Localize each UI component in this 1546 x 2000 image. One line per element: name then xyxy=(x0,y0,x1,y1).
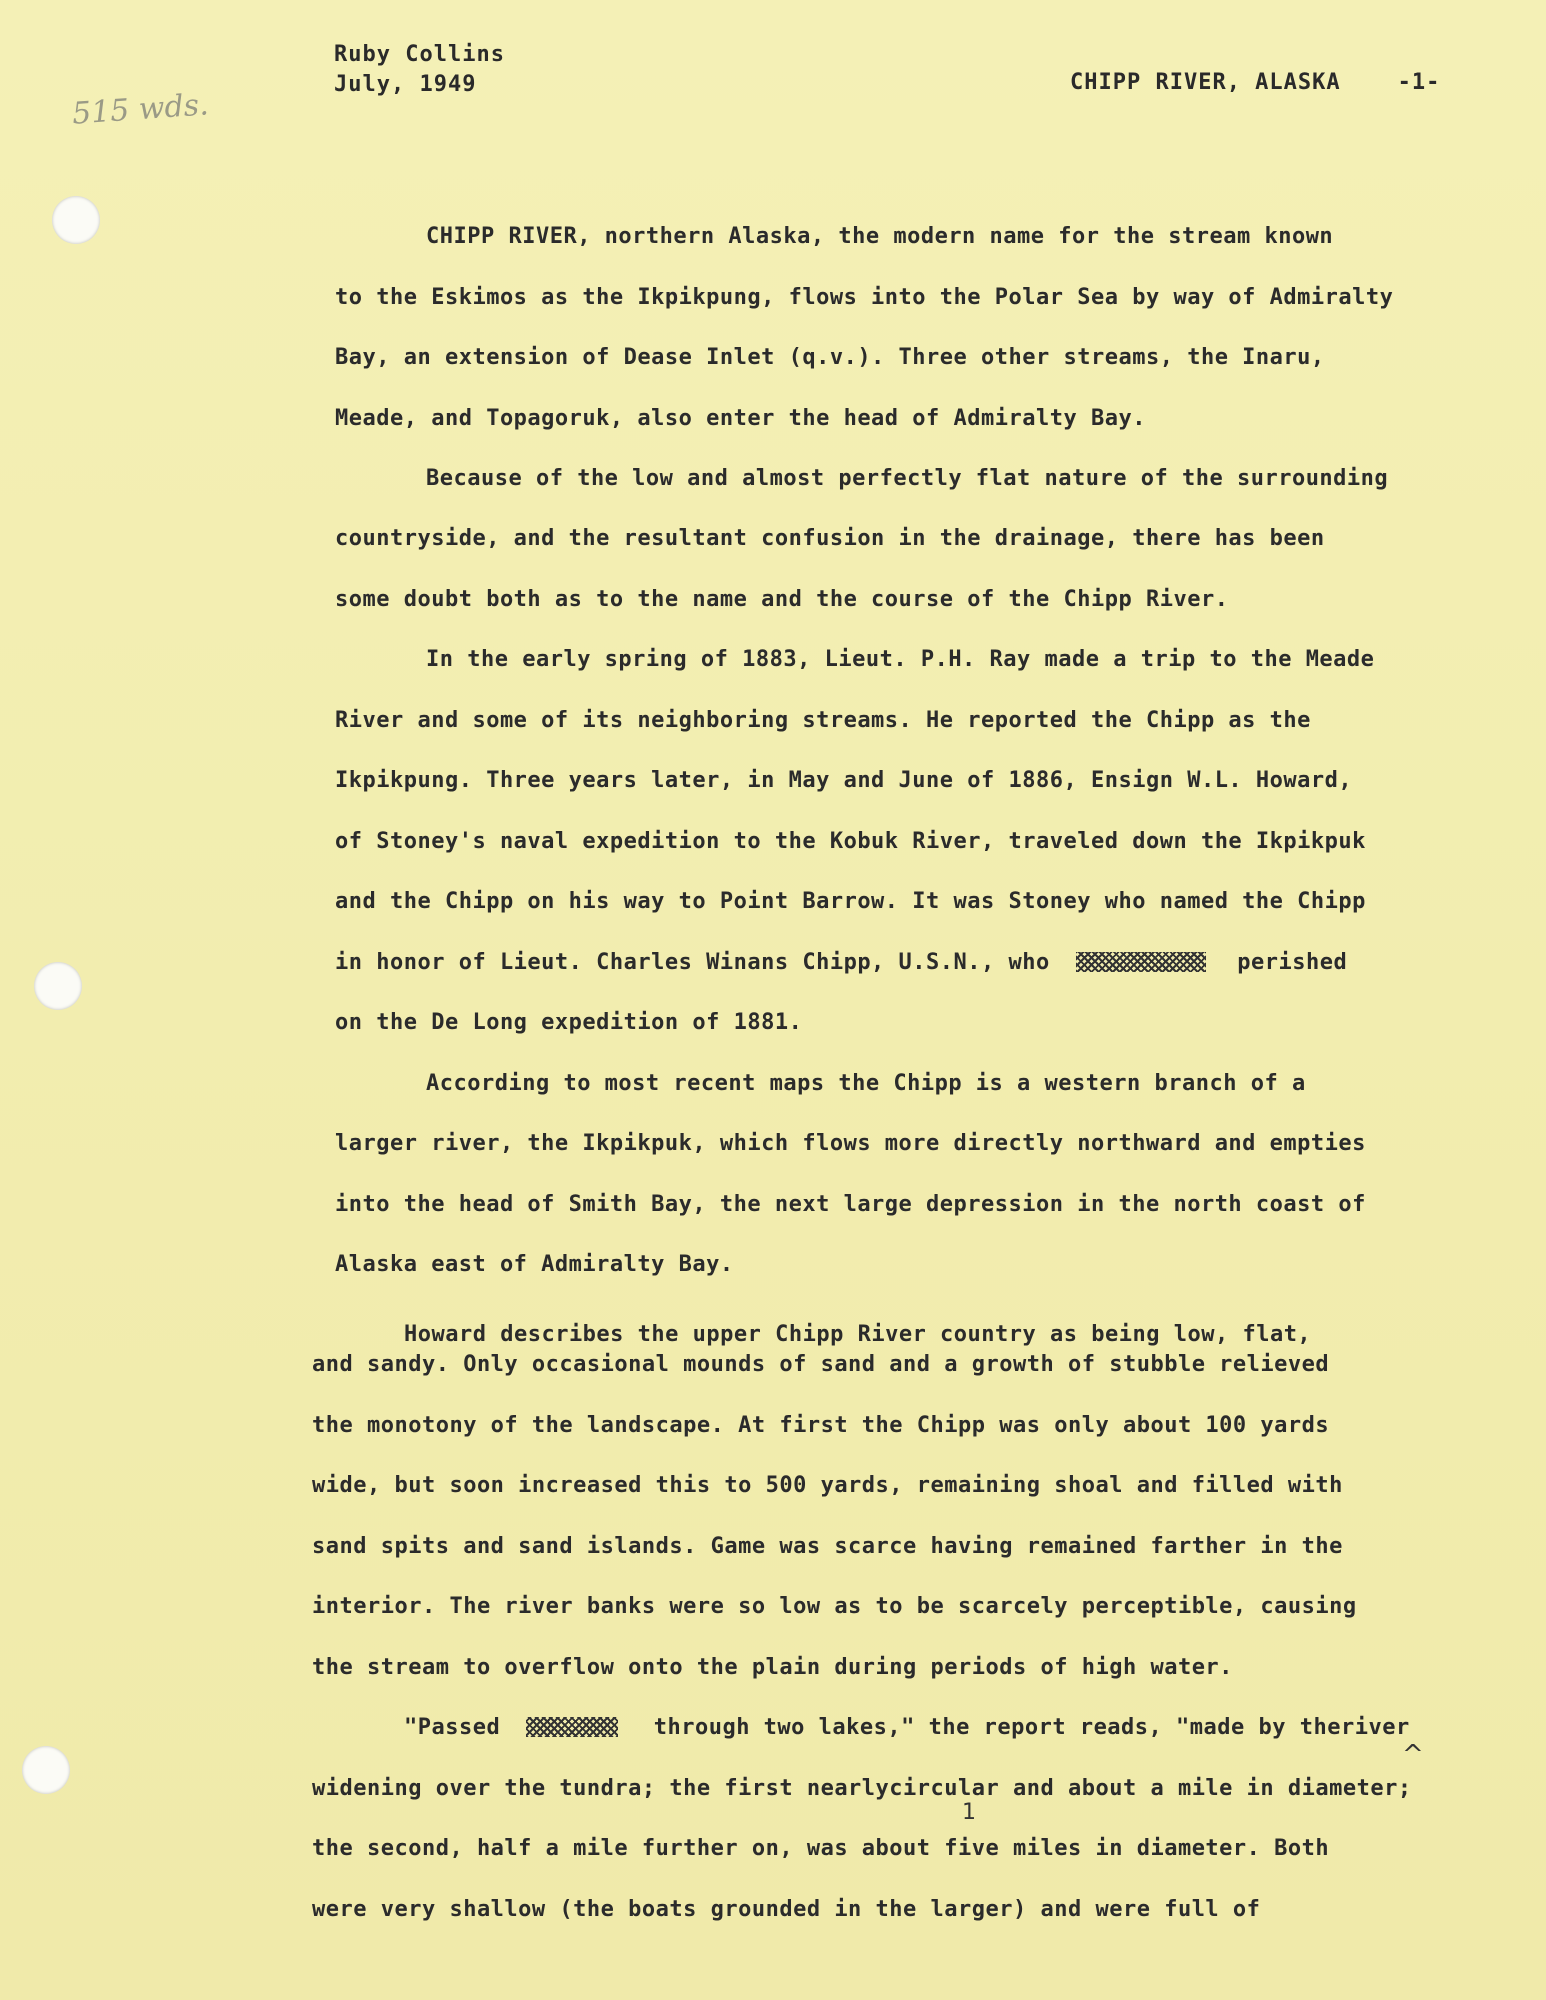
text-line: the second, half a mile further on, was about five miles in diameter. Both xyxy=(312,1836,1330,1861)
punch-hole-top xyxy=(52,196,100,244)
text-line-with-strikeout xyxy=(335,950,1347,975)
text-line: interior. The river banks were so low as to be scarcely perceptible, causing xyxy=(312,1594,1357,1619)
text-line: Alaska east of Admiralty Bay. xyxy=(335,1252,734,1277)
text-line: countryside, and the resultant confusion in the drainage, there has been xyxy=(335,526,1325,551)
text-line: the stream to overflow onto the plain during periods of high water. xyxy=(312,1655,1233,1680)
insertion-caret-mark: ^ xyxy=(1402,1740,1424,1770)
text-line: Ikpikpung. Three years later, in May and June of 1886, Ensign W.L. Howard, xyxy=(335,768,1353,793)
text-fragment: perished xyxy=(1237,950,1348,975)
struck-out-word xyxy=(1076,952,1206,972)
page-heading xyxy=(1070,70,1440,95)
page-number: -1- xyxy=(1397,70,1441,95)
text-line: In the early spring of 1883, Lieut. P.H. Ray made a trip to the Meade xyxy=(426,647,1375,672)
punch-hole-bottom xyxy=(22,1746,70,1794)
document-date: July, 1949 xyxy=(334,72,477,97)
text-line: CHIPP RIVER, northern Alaska, the modern name for the stream known xyxy=(426,224,1334,249)
document-title: CHIPP RIVER, ALASKA xyxy=(1070,70,1341,95)
text-line: Howard describes the upper Chipp River country as being low, flat, xyxy=(404,1322,1312,1347)
text-line: were very shallow (the boats grounded in the larger) and were full of xyxy=(312,1897,1261,1922)
text-line: Bay, an extension of Dease Inlet (q.v.). Three other streams, the Inaru, xyxy=(335,345,1325,370)
text-fragment: through two lakes," the report reads, "made by theriver xyxy=(653,1715,1410,1740)
text-line: to the Eskimos as the Ikpikpung, flows into the Polar Sea by way of Admiralty xyxy=(335,285,1394,310)
author-block xyxy=(334,40,505,100)
word-count-note: 515 wds. xyxy=(70,87,210,132)
struck-out-word xyxy=(526,1717,618,1737)
text-line: River and some of its neighboring streams. He reported the Chipp as the xyxy=(335,708,1311,733)
text-line: Meade, and Topagoruk, also enter the head of Admiralty Bay. xyxy=(335,406,1146,431)
text-line: and the Chipp on his way to Point Barrow. It was Stoney who named the Chipp xyxy=(335,889,1366,914)
insertion-mark: 1 xyxy=(962,1800,976,1825)
text-line: some doubt both as to the name and the course of the Chipp River. xyxy=(335,587,1229,612)
text-line: According to most recent maps the Chipp is a western branch of a xyxy=(426,1071,1306,1096)
text-line: Because of the low and almost perfectly flat nature of the surrounding xyxy=(426,466,1389,491)
author-name: Ruby Collins xyxy=(334,42,505,67)
text-line: of Stoney's naval expedition to the Kobuk River, traveled down the Ikpikpuk xyxy=(335,829,1366,854)
text-line: sand spits and sand islands. Game was scarce having remained farther in the xyxy=(312,1534,1343,1559)
text-line-with-strikeout xyxy=(404,1715,1410,1740)
text-line: the monotony of the landscape. At first the Chipp was only about 100 yards xyxy=(312,1413,1330,1438)
text-fragment: in honor of Lieut. Charles Winans Chipp, U.S.N., who xyxy=(335,950,1050,975)
text-line: wide, but soon increased this to 500 yards, remaining shoal and filled with xyxy=(312,1473,1343,1498)
punch-hole-middle xyxy=(34,962,82,1010)
text-line: and sandy. Only occasional mounds of sand and a growth of stubble relieved xyxy=(312,1352,1330,1377)
text-line: into the head of Smith Bay, the next large depression in the north coast of xyxy=(335,1192,1366,1217)
text-fragment: "Passed xyxy=(404,1715,501,1740)
text-line: on the De Long expedition of 1881. xyxy=(335,1010,803,1035)
text-line: widening over the tundra; the first nearlycircular and about a mile in diameter; xyxy=(312,1776,1412,1801)
text-line: larger river, the Ikpikpuk, which flows more directly northward and empties xyxy=(335,1131,1366,1156)
